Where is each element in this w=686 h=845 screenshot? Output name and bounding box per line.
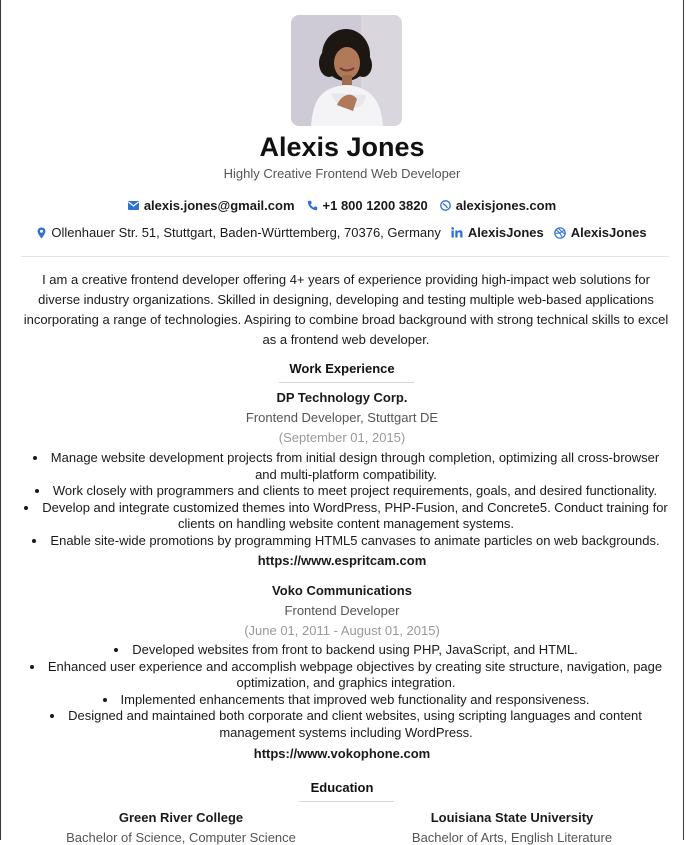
candidate-headline: Highly Creative Frontend Web Developer xyxy=(223,166,461,181)
education-degree: Bachelor of Science, Computer Science xyxy=(66,830,296,845)
job-bullet: • Developed websites from front to backend using PHP, JavaScript, and HTML. xyxy=(21,642,671,659)
job-company: DP Technology Corp. xyxy=(276,390,408,405)
job-bullet: • Enhanced user experience and accomplish webpage objectives by creating site structure, navigation, page optimization, and graphics integration. xyxy=(21,659,671,692)
job-role: Frontend Developer xyxy=(284,603,400,618)
education-school: Green River College xyxy=(118,810,244,825)
email-text: alexis.jones@gmail.com xyxy=(143,198,295,213)
job-bullet: • Implemented enhancements that improved web functionality and responsiveness. xyxy=(21,692,671,709)
globe-icon xyxy=(440,200,451,211)
job-bullets xyxy=(21,450,671,549)
education-rule xyxy=(299,801,394,802)
linkedin-text: AlexisJones xyxy=(467,225,544,240)
work-experience-rule xyxy=(279,382,414,383)
address-contact xyxy=(37,225,440,240)
job-bullet: • Enable site-wide promotions by programming HTML5 canvases to animate particles on web backgrounds. xyxy=(21,533,671,550)
phone-icon xyxy=(307,200,318,211)
phone-contact[interactable] xyxy=(307,198,428,213)
professional-summary: I am a creative frontend developer offering 4+ years of experience providing high-impact web solutions for diverse industry organizations. Skilled in designing, developing and testing multiple web-based applications incorporating a range of technologies. Aspiring to combine broad background with strong technical skills to excel as a frontend web developer. xyxy=(23,272,669,347)
job-bullets xyxy=(21,642,671,741)
address-text: Ollenhauer Str. 51, Stuttgart, Baden-Württemberg, 70376, Germany xyxy=(51,225,441,240)
job-role: Frontend Developer, Stuttgart DE xyxy=(245,410,439,425)
job-website-link[interactable]: https://www.vokophone.com xyxy=(253,746,431,761)
job-company: Voko Communications xyxy=(272,583,412,598)
job-website-link[interactable]: https://www.espritcam.com xyxy=(257,553,427,568)
dribbble-contact[interactable] xyxy=(554,225,647,240)
profile-photo xyxy=(291,15,402,126)
job-bullet: • Work closely with programmers and clients to meet project requirements, goals, and desired functionality. xyxy=(21,483,671,500)
education-degree: Bachelor of Arts, English Literature xyxy=(411,830,613,845)
job-bullet: • Develop and integrate customized themes into WordPress, PHP-Fusion, and Concrete5. Conduct training for clients on handling website content management systems. xyxy=(21,500,671,533)
website-contact[interactable] xyxy=(440,198,556,213)
job-dates: (September 01, 2015) xyxy=(278,430,406,445)
contact-row-secondary xyxy=(1,225,683,240)
candidate-name: Alexis Jones xyxy=(259,132,425,162)
contact-row-primary xyxy=(1,198,683,213)
work-experience-heading: Work Experience xyxy=(289,361,395,376)
job-dates: (June 01, 2011 - August 01, 2015) xyxy=(244,623,440,638)
job-bullet: • Manage website development projects from initial design through completion, optimizing all cross-browser and multi-platform compatibility. xyxy=(21,450,671,483)
linkedin-contact[interactable] xyxy=(451,225,544,240)
linkedin-icon xyxy=(451,227,463,238)
job-bullet: • Designed and maintained both corporate and client websites, using scripting languages and content management systems including WordPress. xyxy=(21,708,671,741)
dribbble-icon xyxy=(554,227,566,239)
dribbble-text: AlexisJones xyxy=(570,225,647,240)
phone-text: +1 800 1200 3820 xyxy=(322,198,428,213)
header-divider xyxy=(21,256,669,257)
map-pin-icon xyxy=(37,227,46,239)
envelope-icon xyxy=(128,201,139,210)
education-heading: Education xyxy=(310,780,374,795)
education-school: Louisiana State University xyxy=(430,810,594,825)
website-text: alexisjones.com xyxy=(455,198,557,213)
email-contact[interactable] xyxy=(128,198,295,213)
